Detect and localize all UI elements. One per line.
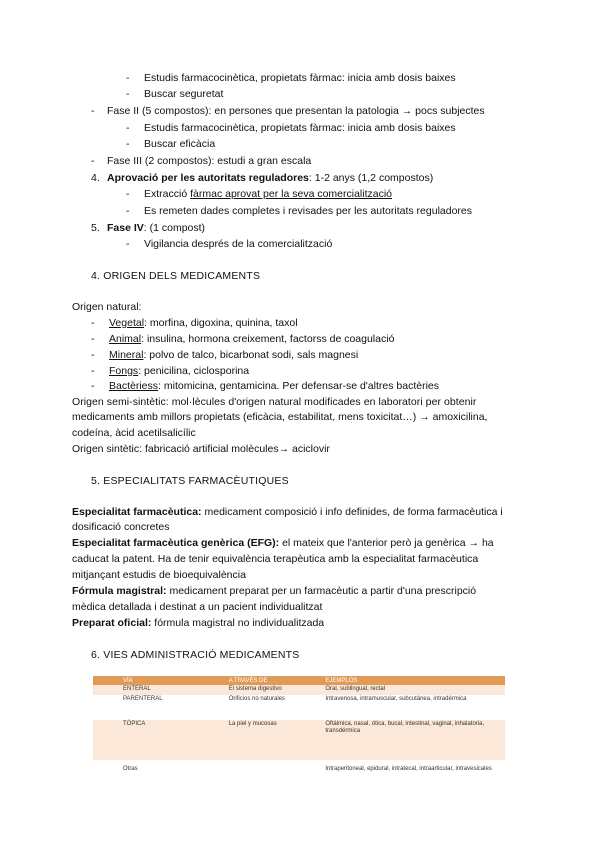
table-header: EJEMPLOS <box>322 676 505 685</box>
formula-def: Fórmula magistral: medicament preparat per un farmacèutic a partir d'una prescripció <box>72 585 477 597</box>
generica-def: mitjançant estudis de bioequivalència <box>72 569 246 581</box>
especialitat-def: dosificació concretes <box>72 521 170 533</box>
table-cell: PARENTERAL <box>93 695 226 720</box>
semi-synthetic-line: codeína, àcid acetilsalicílic <box>72 427 196 439</box>
table-cell: Oftálmica, nasal, ótica, bucal, intestinal, vaginal, inhalatoria, transdérmica <box>322 720 505 760</box>
table-cell: Intravenosa, intramuscular, subcutánea, intradérmica <box>322 695 505 720</box>
table-header: A TRAVÉS DE <box>226 676 323 685</box>
table-cell: El sistema digestivo <box>226 685 323 695</box>
formula-def: mèdica detallada i destinat a un pacient individualitzat <box>72 601 323 613</box>
table-header-row <box>93 676 505 685</box>
table-cell <box>226 760 323 813</box>
section-5-heading: 5. ESPECIALITATS FARMACÈUTIQUES <box>91 475 289 487</box>
table-row <box>93 695 505 720</box>
table-cell: La piel y mucosas <box>226 720 323 760</box>
section-4-heading: 4. ORIGEN DELS MEDICAMENTS <box>91 270 261 282</box>
origin-natural-intro: Origen natural: <box>72 301 142 313</box>
table-cell: TÓPICA <box>93 720 226 760</box>
table-cell: Orificios no naturales <box>226 695 323 720</box>
administration-routes-table <box>93 676 505 813</box>
table-header: VÍA <box>93 676 226 685</box>
generica-def: caducat la patent. Ha de tenir equivalència terapèutica amb la especialitat farmacèutica <box>72 553 479 565</box>
table-cell: ENTERAL <box>93 685 226 695</box>
semi-synthetic-line: Origen semi-sintètic: mol·lècules d'origen natural modificades en laboratori per obtenir <box>72 396 477 408</box>
preparat-def: Preparat oficial: fórmula magistral no individualitzada <box>72 617 325 629</box>
section-6-heading: 6. VIES ADMINISTRACIÓ MEDICAMENTS <box>91 649 300 661</box>
table-row <box>93 685 505 695</box>
table-cell: Intraperitoneal, epidural, intratecal, intraarticular, intravesicales <box>322 760 505 813</box>
synthetic-line: Origen sintètic: fabricació artificial molècules→ aciclovir <box>72 443 330 455</box>
generica-def: Especialitat farmacèutica genèrica (EFG): el mateix que l'anterior però ja genèrica → ha <box>72 537 494 549</box>
especialitat-def: Especialitat farmacèutica: medicament composició i info definides, de forma farmacèutica i <box>72 506 503 518</box>
semi-synthetic-line: medicaments amb millors propietats (eficàcia, estabilitat, mens toxicitat…) → amoxicilina, <box>72 411 488 423</box>
table-row <box>93 720 505 760</box>
table-cell: Otras <box>93 760 226 813</box>
table-cell: Oral, sublingual, rectal <box>322 685 505 695</box>
table-row <box>93 760 505 813</box>
